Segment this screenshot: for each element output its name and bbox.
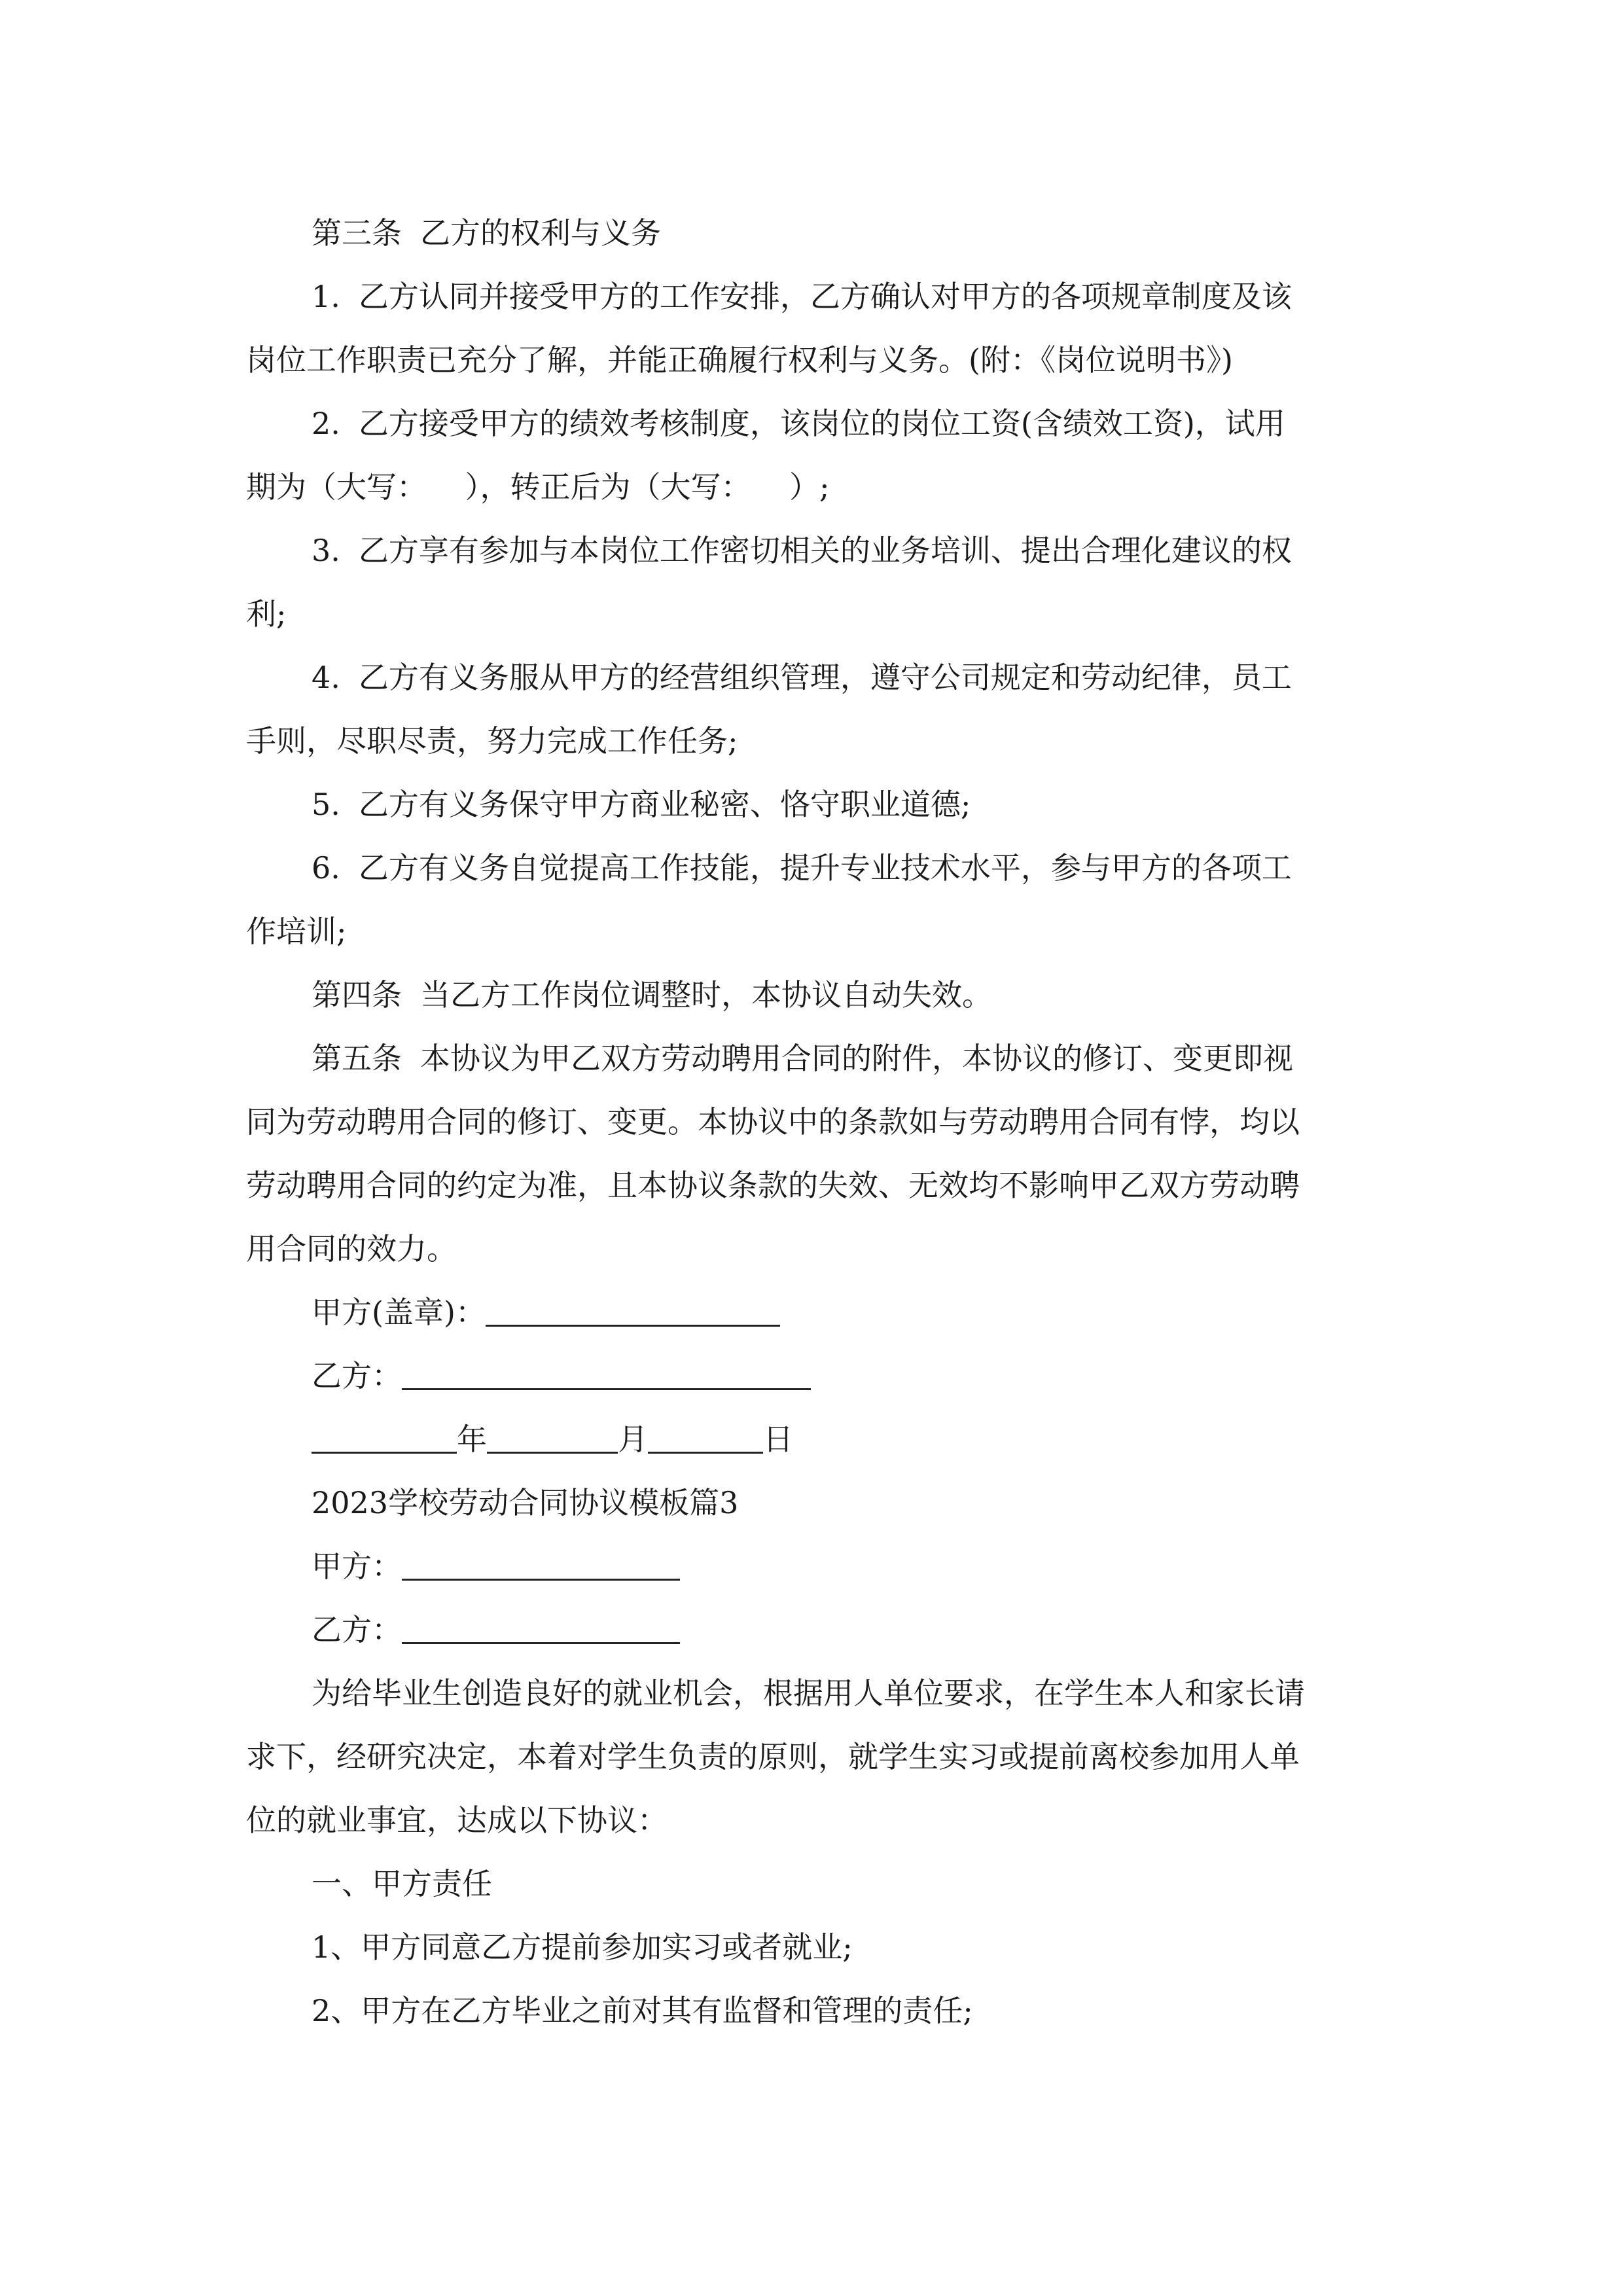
item-1-line-2: 岗位工作职责已充分了解，并能正确履行权利与义务。(附：《岗位说明书》): [246, 342, 1233, 378]
party-a-blank[interactable]: [402, 1545, 680, 1581]
item-4-line-1: 4. 乙方有义务服从甲方的经营组织管理，遵守公司规定和劳动纪律，员工: [312, 660, 1292, 695]
signature-party-b: 乙方：: [246, 1344, 1378, 1408]
party-b-line: 乙方：: [246, 1598, 1378, 1662]
party-a-line: 甲方：: [246, 1535, 1378, 1598]
section-title: 2023学校劳动合同协议模板篇3: [312, 1485, 739, 1520]
intro-line-2: 求下，经研究决定，本着对学生负责的原则，就学生实习或提前离校参加用人单: [246, 1739, 1300, 1774]
duty-a-heading: 一、甲方责任: [312, 1866, 492, 1901]
day-blank[interactable]: [648, 1418, 763, 1454]
item-3-line-2: 利;: [246, 596, 287, 632]
intro-line-1: 为给毕业生创造良好的就业机会，根据用人单位要求，在学生本人和家长请: [312, 1676, 1305, 1711]
item-2-line-1: 2. 乙方接受甲方的绩效考核制度，该岗位的岗位工资(含绩效工资)，试用: [312, 406, 1285, 441]
month-blank[interactable]: [487, 1418, 618, 1454]
item-4-line-2: 手则，尽职尽责，努力完成工作任务;: [246, 723, 738, 759]
document-page: [246, 202, 1378, 2043]
duty-a-item-2: 2、甲方在乙方毕业之前对其有监督和管理的责任;: [312, 1993, 973, 2028]
signature-a-blank[interactable]: [486, 1291, 780, 1327]
item-3-line-1: 3. 乙方享有参加与本岗位工作密切相关的业务培训、提出合理化建议的权: [312, 533, 1292, 568]
year-blank[interactable]: [312, 1418, 457, 1454]
signature-b-blank[interactable]: [402, 1354, 811, 1390]
item-5-line-1: 5. 乙方有义务保守甲方商业秘密、恪守职业道德;: [312, 787, 971, 822]
article-5-line-3: 劳动聘用合同的约定为准，且本协议条款的失效、无效均不影响甲乙双方劳动聘: [246, 1168, 1300, 1203]
item-1-line-1: 1. 乙方认同并接受甲方的工作安排，乙方确认对甲方的各项规章制度及该: [312, 279, 1292, 314]
signature-date: 年 月 日: [246, 1408, 1378, 1471]
signature-party-a: 甲方(盖章)：: [246, 1281, 1378, 1344]
party-b-blank[interactable]: [402, 1608, 680, 1644]
article-5-line-1: 第五条 本协议为甲乙双方劳动聘用合同的附件，本协议的修订、变更即视: [312, 1041, 1293, 1076]
article-3-heading: 第三条 乙方的权利与义务: [312, 215, 661, 251]
intro-line-3: 位的就业事宜，达成以下协议：: [246, 1803, 668, 1838]
article-5-line-4: 用合同的效力。: [246, 1231, 457, 1266]
duty-a-item-1: 1、甲方同意乙方提前参加实习或者就业;: [312, 1929, 853, 1965]
item-2-line-2: 期为（大写： ），转正后为（大写： ）;: [246, 469, 830, 505]
item-6-line-2: 作培训;: [246, 914, 347, 949]
article-5-line-2: 同为劳动聘用合同的修订、变更。本协议中的条款如与劳动聘用合同有悖，均以: [246, 1104, 1300, 1139]
article-4: 第四条 当乙方工作岗位调整时，本协议自动失效。: [312, 977, 992, 1013]
item-6-line-1: 6. 乙方有义务自觉提高工作技能，提升专业技术水平，参与甲方的各项工: [312, 850, 1292, 886]
